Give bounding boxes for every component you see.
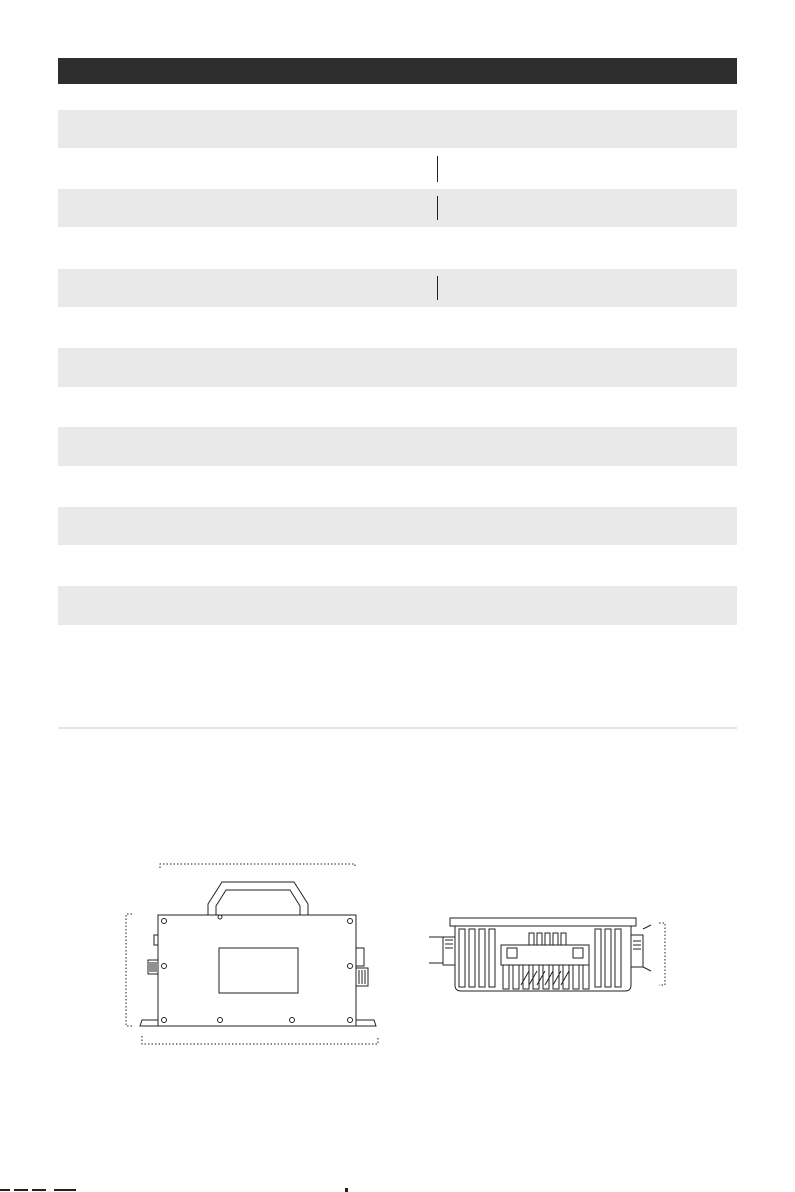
spec-row — [58, 547, 737, 583]
column-divider — [437, 276, 438, 300]
spec-row — [58, 309, 737, 347]
section-header-bar — [58, 58, 737, 84]
spec-row — [58, 348, 737, 387]
spec-row — [58, 189, 737, 227]
spec-row — [58, 152, 737, 186]
spec-row — [58, 110, 737, 148]
spec-row — [58, 269, 737, 307]
spec-row — [58, 230, 737, 268]
spec-row — [58, 507, 737, 545]
spec-row — [58, 586, 737, 625]
column-divider — [437, 196, 438, 220]
spec-row — [58, 427, 737, 466]
page-edge-marks — [0, 1186, 795, 1192]
spec-row — [58, 468, 737, 504]
column-divider — [437, 156, 438, 182]
spec-row — [58, 389, 737, 425]
front-view-drawing — [120, 860, 390, 1050]
section-separator — [58, 727, 737, 729]
side-view-drawing — [425, 915, 675, 995]
